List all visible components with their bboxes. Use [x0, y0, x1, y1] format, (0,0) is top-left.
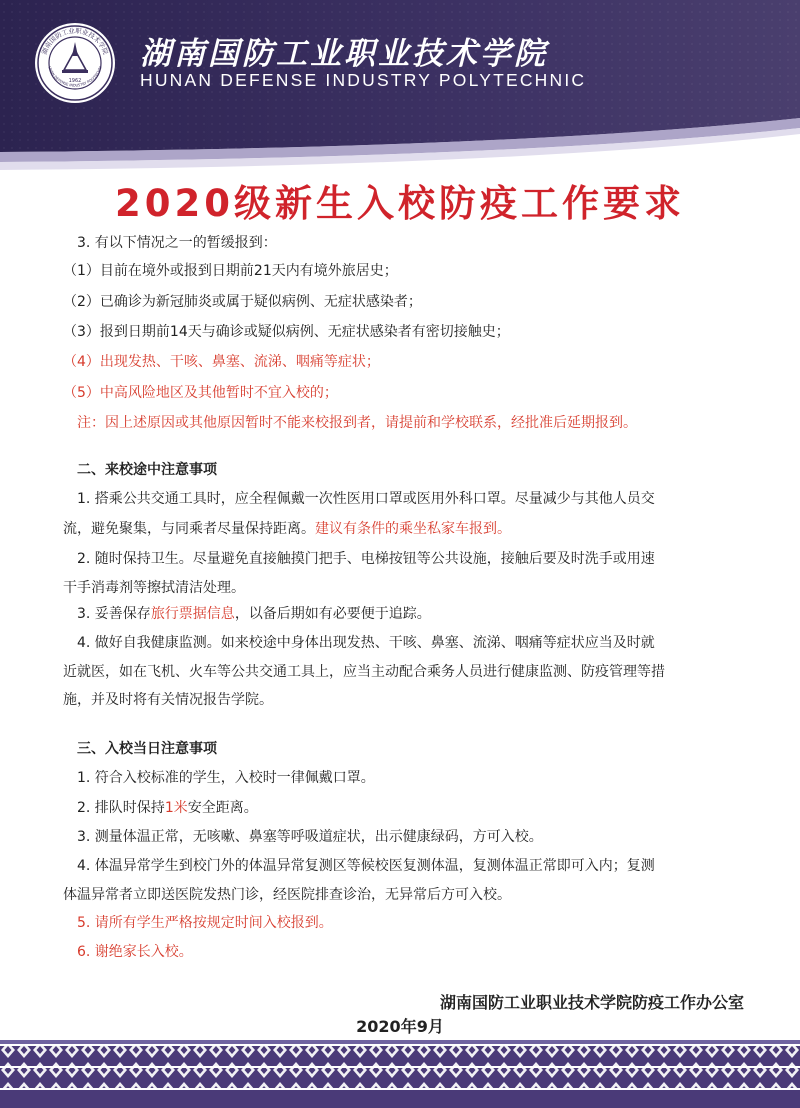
- list-item: （2）已确诊为新冠肺炎或属于疑似病例、无症状感染者；: [63, 294, 422, 310]
- list-item: （1）目前在境外或报到日期前21天内有境外旅居史；: [63, 263, 398, 279]
- svg-text:HUNAN DEFENSE INDUSTRY POLYTEC: UNAN DEFENSE INDUSTRY POLYTECHNI: [47, 65, 103, 88]
- svg-text:湖南国防工业职业技术学院: 湖南国防工业职业技术学院: [40, 26, 110, 56]
- decorative-bottom-band: [0, 1040, 800, 1108]
- school-logo: [34, 22, 116, 104]
- paragraph-line: 体温异常者立即送医院发热门诊，经医院排查诊治，无异常后方可入校。: [63, 887, 511, 903]
- school-name-en: HUNAN DEFENSE INDUSTRY POLYTECHNIC: [140, 70, 587, 90]
- svg-text:1962: 1962: [68, 78, 82, 84]
- section3-heading: 3. 有以下情况之一的暂缓报到：: [77, 235, 277, 251]
- paragraph-line: 2. 随时保持卫生。尽量避免直接触摸门把手、电梯按钮等公共设施，接触后要及时洗手或用速: [77, 551, 655, 567]
- paragraph-text: ，以备后期如有必要便于追踪。: [234, 606, 431, 622]
- paragraph-text: 安全距离。: [187, 800, 258, 816]
- list-item: （4）出现发热、干咳、鼻塞、流涕、咽痛等症状；: [63, 354, 380, 370]
- paragraph-line: 4. 体温异常学生到校门外的体温异常复测区等候校医复测体温，复测体温正常即可入内；复测: [77, 858, 655, 874]
- paragraph-line: 施，并及时将有关情况报告学院。: [63, 692, 273, 708]
- document-title: 2020级新生入校防疫工作要求: [115, 182, 685, 225]
- paragraph-text: 流，避免聚集，与同乘者尽量保持距离。: [63, 521, 315, 537]
- paragraph-line: [77, 798, 258, 818]
- paragraph-text: 3. 妥善保存: [77, 606, 151, 622]
- section-heading-travel: 二、来校途中注意事项: [77, 462, 217, 478]
- highlight-text: 旅行票据信息: [150, 606, 235, 622]
- paragraph-text: 2. 排队时保持: [77, 800, 165, 816]
- school-name-cn: 湖南国防工业职业技术学院: [140, 36, 548, 72]
- paragraph-line: 6. 谢绝家长入校。: [77, 944, 193, 960]
- paragraph-line: 1. 搭乘公共交通工具时，应全程佩戴一次性医用口罩或医用外科口罩。尽量减少与其他人员交: [77, 491, 655, 507]
- postponement-note: 注：因上述原因或其他原因暂时不能来校报到者，请提前和学校联系，经批准后延期报到。: [77, 415, 637, 431]
- issue-date: 2020年9月: [356, 1017, 444, 1036]
- paragraph-line: [63, 519, 511, 539]
- highlight-text: 建议有条件的乘坐私家车报到。: [315, 521, 511, 537]
- paragraph-line: 干手消毒剂等擦拭清洁处理。: [63, 580, 245, 596]
- list-item: （3）报到日期前14天与确诊或疑似病例、无症状感染者有密切接触史；: [63, 324, 510, 340]
- header-banner: [0, 0, 800, 170]
- paragraph-line: 4. 做好自我健康监测。如来校途中身体出现发热、干咳、鼻塞、流涕、咽痛等症状应当及时就: [77, 635, 655, 651]
- highlight-text: 1米: [164, 800, 188, 816]
- section-heading-arrival: 三、入校当日注意事项: [77, 741, 217, 757]
- paragraph-line: 近就医，如在飞机、火车等公共交通工具上，应当主动配合乘务人员进行健康监测、防疫管理等措: [63, 664, 665, 680]
- paragraph-line: 5. 请所有学生严格按规定时间入校报到。: [77, 915, 333, 931]
- paragraph-line: 1. 符合入校标准的学生，入校时一律佩戴口罩。: [77, 770, 375, 786]
- paragraph-line: [77, 604, 431, 624]
- list-item: （5）中高风险地区及其他暂时不宜入校的；: [63, 385, 338, 401]
- issuing-office: 湖南国防工业职业技术学院防疫工作办公室: [439, 993, 744, 1012]
- paragraph-line: 3. 测量体温正常，无咳嗽、鼻塞等呼吸道症状，出示健康绿码，方可入校。: [77, 829, 543, 845]
